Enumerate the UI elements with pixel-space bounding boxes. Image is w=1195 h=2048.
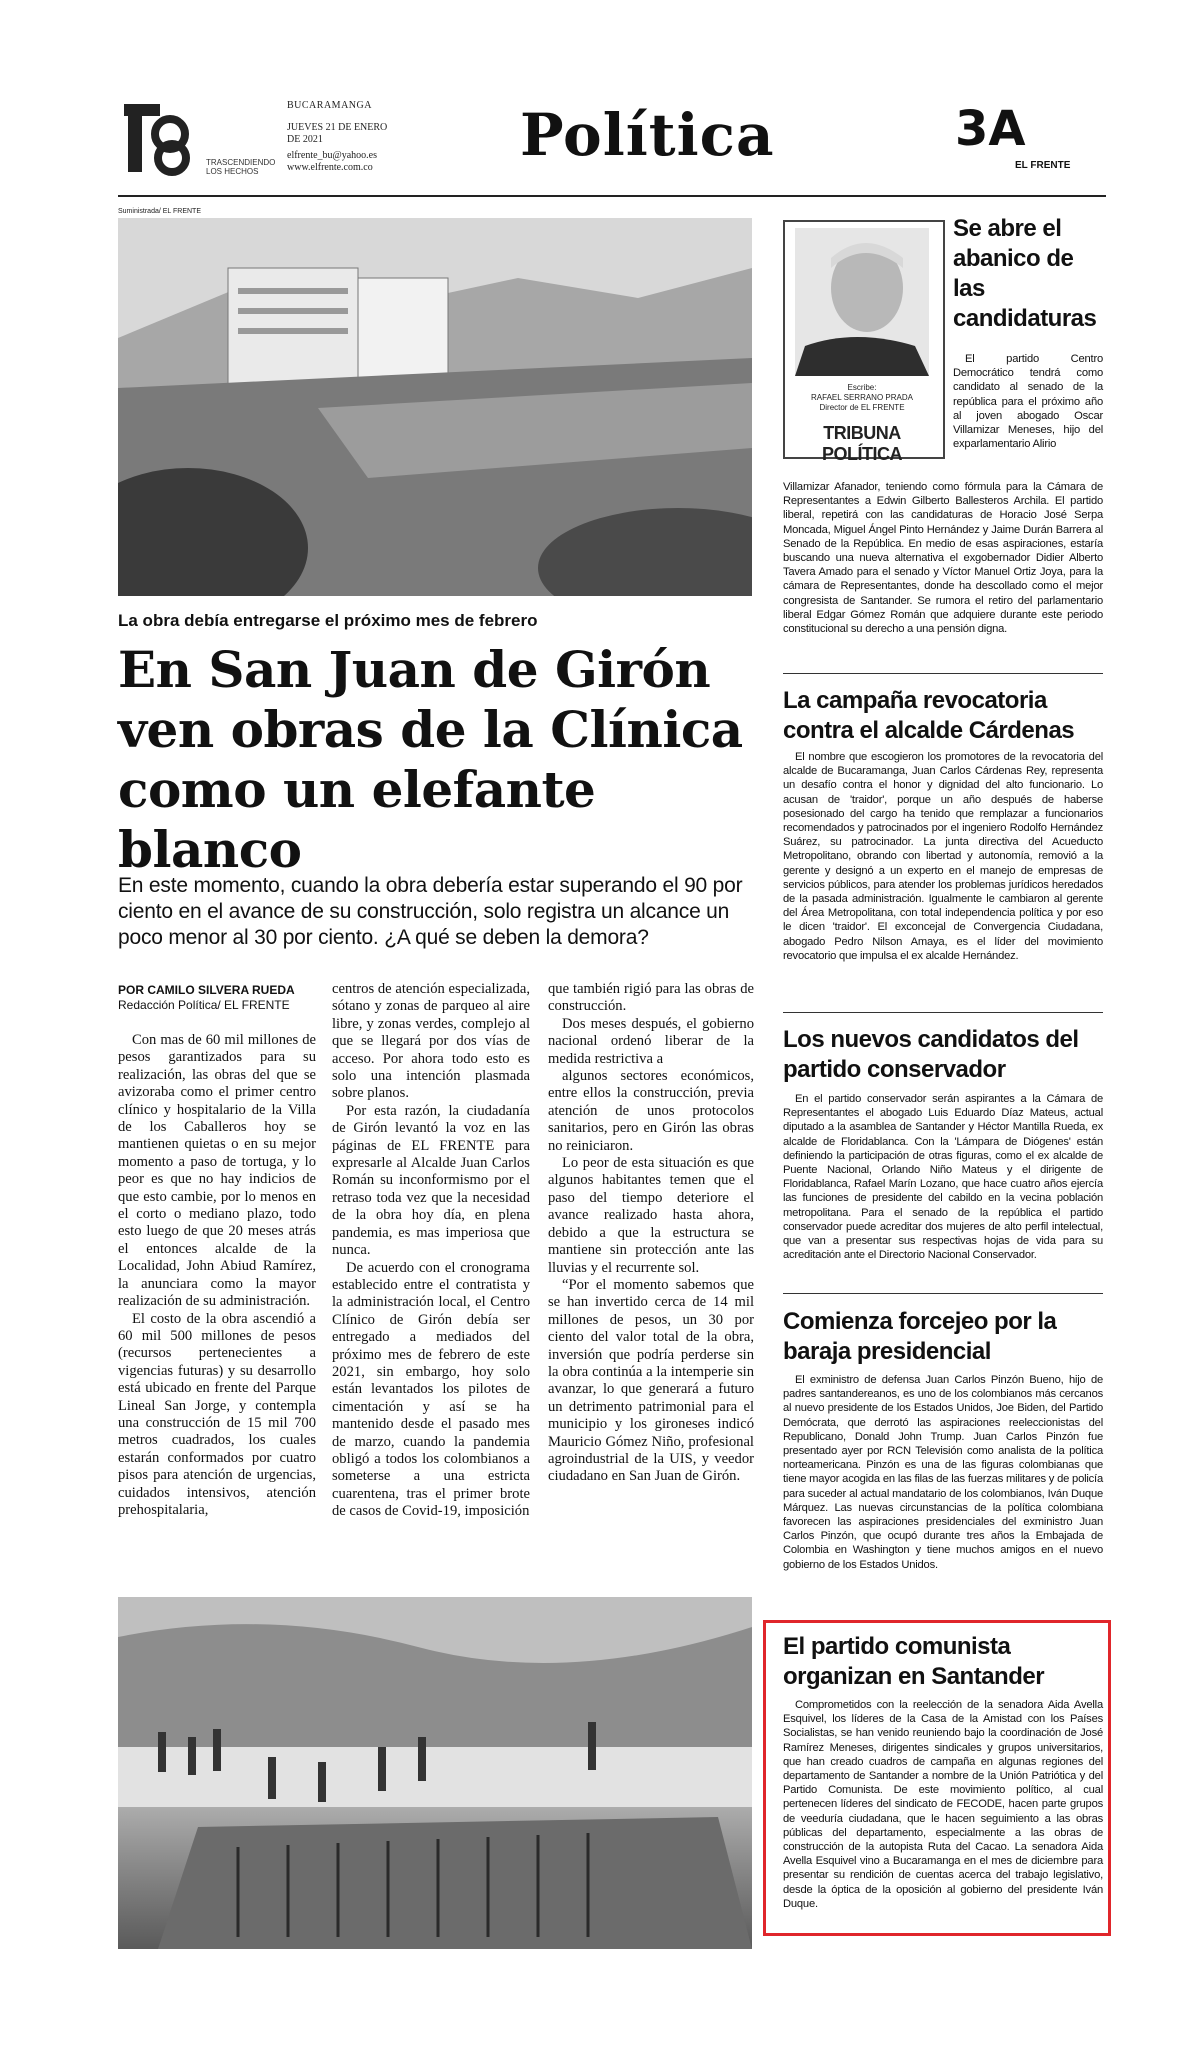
paragraph: “Por el momento sabemos que se han invertido cerca de 14 mil millones de pesos, un 30 por ciento del valor total de la obra, inversión que podría perderse sin la obra continúa a la intemperie sin avanzar, lo que generará a futuro un detrimento patrimonial para el municipio y los gironeses indicó Mauricio Gómez Niño, profesional agroindustrial de la UIS, y veedor ciudadano en San Juan de Girón. (548, 1276, 754, 1485)
article-column-3 (548, 981, 754, 1486)
paragraph: Por esta razón, la ciudadanía de Girón levantó la voz en las páginas de EL FRENTE para expresarle al Alcalde Juan Carlos Román su inconformismo por el retraso toda vez que la necesidad de la obra hoy día, en plena pandemia, es mas imperiosa que nunca. (332, 1102, 530, 1259)
construction-site-illustration (118, 1597, 752, 1949)
column-article-title: Comienza forcejeo por la baraja presidencial (783, 1308, 1057, 1365)
column-article-body (953, 352, 1103, 451)
header-email: elfrente_bu@yahoo.es (287, 150, 378, 161)
clinic-rendering-photo (118, 218, 752, 596)
paragraph: El exministro de defensa Juan Carlos Pinzón Bueno, hijo de padres santandereanos, es uno de los colombianos más cercanos al nuevo presidente de los Estados Unidos, Joe Biden, del Partido Demócrata, que derrotó las aspiraciones reeleccionistas del Republicano, Donald John Trump. Juan Carlos Pinzón fue presentado ayer por RCN Televisión como analista de la política norteamericana. Pinzón es una de las figuras colombianas que tiene mayor acogida en las filas de las fuerzas militares y de policía para suceder al actual mandatario de los colombianos, Iván Duque Márquez. Las nuevas circunstancias de la política colombiana favorecen las aspiraciones presidenciales del exministro Juan Carlos Pinzón, que ocupó durante tres años la Embajada de Colombia en Washington y tiene muchos amigos en el nuevo gobierno de los Estados Unidos. (783, 1374, 1103, 1571)
column-article-body (783, 750, 1103, 963)
paragraph: Dos meses después, el gobierno nacional ordenó liberar de la medida restrictiva a (548, 1015, 754, 1067)
tribuna-author-role: Director de EL FRENTE (819, 403, 905, 412)
main-headline: En San Juan de Girón ven obras de la Clínica como un elefante blanco (118, 640, 743, 879)
tribuna-label: TRIBUNA POLÍTICA (822, 423, 902, 464)
logo-tagline: TRASCENDIENDO LOS HECHOS (206, 158, 276, 176)
paragraph: algunos sectores económicos, entre ellos la construcción, previa atención de unos protocolos sanitarios, pero en Girón las obras no reiniciaron. (548, 1068, 754, 1154)
header-rule (118, 195, 1106, 197)
paper-name: EL FRENTE (1015, 160, 1071, 171)
paragraph: El nombre que escogieron los promotores de la revocatoria del alcalde de Bucaramanga, Juan Carlos Cárdenas Rey, representa un desafío contra el honor y dignidad del alto funcionario. Lo acusan de 'traidor', porque un año después de haberse posesionado del cargo ha tenido que remplazar a funcionarios recomendados y patrocinados por el ingeniero Rodolfo Hernández Suárez, su patrocinador. La junta directiva del Acueducto Metropolitano, obrando con libertad y autonomía, removió a la gerente y designó a un experto en el manejo de empresas de servicios públicos, para atender los problemas jurídicos heredados de la pasada administración. Igualmente le cambiaron al gerente del Área Metropolitana, con total independencia política y por eso le dicen 'traidor'. El exconcejal de Convergencia Ciudadana, abogado Pedro Nilson Amaya, es el líder del movimiento revocatorio que impulsa el ex alcalde Hernández. (783, 751, 1103, 962)
header-city: BUCARAMANGA (287, 100, 372, 111)
construction-site-photo (118, 1597, 752, 1949)
tribuna-author (785, 383, 939, 413)
clinic-rendering-illustration (118, 218, 752, 596)
author-portrait (795, 228, 929, 376)
photo-credit: Suministrada/ EL FRENTE (118, 208, 201, 215)
tribuna-author-name: RAFAEL SERRANO PRADA (811, 393, 913, 402)
header-website: www.elfrente.com.co (287, 162, 373, 173)
paragraph: Comprometidos con la reelección de la senadora Aida Avella Esquivel, los líderes de la Casa de la Amistad con los Países Socialistas, se han venido reuniendo bajo la coordinación de José Ramírez Meneses, dirigentes sindicales y grupos universitarios, que han creado cuadros de campaña en algunas regiones del departamento de Santander a nombre de la Unión Patriótica y del Partido Comunista. De este movimiento político, al cual pertenecen líderes del sindicato de FECODE, hacen parte grupos de veeduría ciudadana, que le hacen seguimiento a las obras públicas del departamento, especialmente a las obras de construcción de la autopista Ruta del Cacao. La senadora Aida Avella Esquivel vino a Bucaramanga en el mes de diciembre para presentar su rendición de cuentas acerca del trabajo legislativo, desde la óptica de la oposición al gobierno del presidente Iván Duque. (783, 1699, 1103, 1910)
paragraph: El partido Centro Democrático tendrá como candidato al senado de la república para el próximo año al joven abogado Oscar Villamizar Meneses, hijo del exparlamentario Alirio (953, 353, 1103, 451)
header-date: JUEVES 21 DE ENERO DE 2021 (287, 122, 388, 145)
article-lead: En este momento, cuando la obra debería estar superando el 90 por ciento en el avance de su construcción, solo registra un alcance un poco menor al 30 por ciento. ¿A qué se deben la demora? (118, 874, 743, 949)
author-portrait-illustration (795, 228, 929, 376)
paragraph: que también rigió para las obras de construcción. (548, 981, 754, 1015)
article-column-1 (118, 1032, 316, 1519)
column-article-title: El partido comunista organizan en Santander (783, 1633, 1045, 1690)
page-number: 3A (955, 101, 1026, 157)
column-article-body (783, 480, 1103, 636)
paragraph: En el partido conservador serán aspirantes a la Cámara de Representantes el abogado Luis Eduardo Díaz Mateus, actual diputado a la asamblea de Santander y Héctor Mantilla Rueda, ex alcalde de Floridablanca. Con la 'Lámpara de Diógenes' están definiendo la participación de otras figuras, como el ex alcalde de Puente Nacional, Orlando Niño Mateus y el dirigente de Floridablanca, Rafael Marín Lozano, que hace cuatro años ejercía las funciones de presidente del cabildo en la vecina población metropolitana. Para el senado de la república el partido conservador puede acreditar dos mujeres de alto perfil intelectual, que van a presentar sus respectivas hojas de vida para su acreditación ante el Directorio Nacional Conservador. (783, 1093, 1103, 1262)
column-article-title: Se abre el abanico de las candidaturas (953, 215, 1097, 332)
byline-desk: Redacción Política/ EL FRENTE (118, 998, 290, 1012)
column-article-title: La campaña revocatoria contra el alcalde Cárdenas (783, 687, 1075, 744)
column-article-body (783, 1698, 1103, 1911)
divider (783, 673, 1103, 674)
paragraph: De acuerdo con el cronograma establecido entre el contratista y la administración local, el Centro Clínico de Girón debía ser entregado a mediados del próximo mes de febrero de este 2021, sin embargo, hoy solo están levantados los pilotes de cimentación y así se ha mantenido desde el pasado mes de marzo, cuando la pandemia obligó a todos los colombianos a someterse a una estricta cuarentena, tras el primer brote de casos de Covid-19, imposición (332, 1259, 530, 1520)
newspaper-logo (120, 98, 200, 178)
paragraph: Lo peor de esta situación es que algunos habitantes temen que el paso del tiempo deteriore el avance realizado hasta ahora, debido a que la estructura se mantiene sin protección ante las lluvias y el recurrente sol. (548, 1155, 754, 1276)
header-contact (287, 150, 427, 174)
column-article-body (783, 1092, 1103, 1262)
column-article-title: Los nuevos candidatos del partido conservador (783, 1026, 1079, 1083)
column-article-body (783, 1373, 1103, 1572)
tribuna-escribe-label: Escribe: (847, 383, 877, 392)
paragraph: centros de atención especializada, sótano y zonas de parqueo al aire libre, y zonas verdes, complejo al que se llegará por dos vías de acceso. Por ahora todo esto es solo una intención plasmada sobre planos. (332, 981, 530, 1102)
byline: POR CAMILO SILVERA RUEDA (118, 983, 295, 997)
paragraph: Con mas de 60 mil millones de pesos garantizados para su realización, las obras del que se avizoraba como el primer centro clínico y hospitalario de la Villa de los Caballeros hoy se mantienen quietas o en su mejor momento a paso de tortuga, y lo peor es que no hay indicios de que esto cambie, por lo menos en el corto o mediano plazo, todo esto luego de que 20 meses atrás el entonces alcalde de la Localidad, John Abiud Ramírez, la anunciara como la mayor realización de su administración. (118, 1032, 316, 1310)
photo-caption: La obra debía entregarse el próximo mes de febrero (118, 611, 538, 630)
article-column-2 (332, 981, 530, 1521)
paragraph: El costo de la obra ascendió a 60 mil 500 millones de pesos (recursos pertenecientes a vigencias futuras) y su desarrollo está ubicado en frente del Parque Lineal San Jorge, y contempla una construcción de 15 mil 700 metros cuadrados, los cuales estarán conformados por cuatro pisos para atención de urgencias, cuidados intensivos, atención prehospitalaria, (118, 1310, 316, 1518)
paragraph: Villamizar Afanador, teniendo como fórmula para la Cámara de Representantes a Edwin Gilberto Ballesteros Archila. El partido liberal, repetirá con las candidaturas de Horacio José Serpa Moncada, Miguel Ángel Pinto Hernández y Jaime Durán Barrera al Senado de la República. En medio de esas aspiraciones, estaría buscando una nueva alternativa el exgobernador Didier Alberto Tavera Amado para el senado y Víctor Manuel Ortiz Joya, para la cámara de Representantes, donde ha descollado como el mejor congresista de Santander. Se rumora el retiro del parlamentario liberal Edgar Gómez Román que adquiere durante este periodo constitucional su derecho a una pensión digna. (783, 481, 1103, 636)
section-title: Política (520, 101, 775, 169)
divider (783, 1012, 1103, 1013)
divider (783, 1293, 1103, 1294)
